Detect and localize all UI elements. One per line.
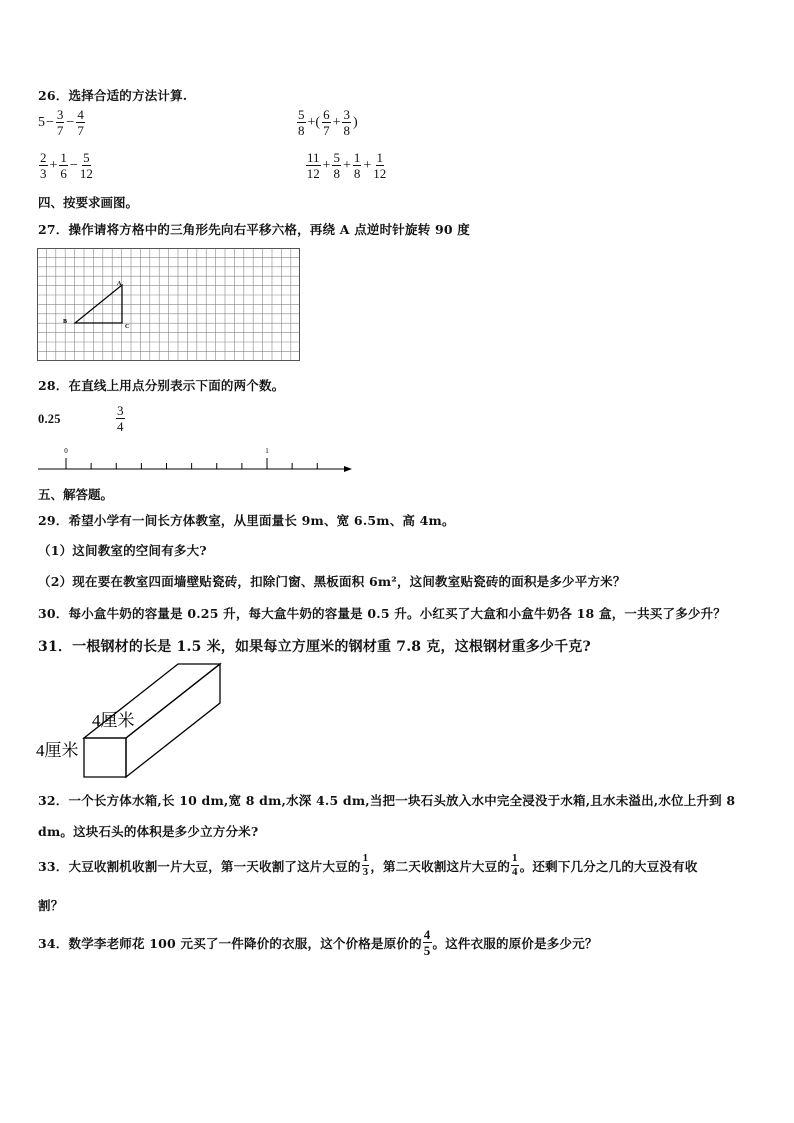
expr-operator: + (363, 157, 372, 173)
q30-title: 30．每小盒牛奶的容量是 0.25 升，每大盒牛奶的容量是 0.5 升。小红买了大盒和小盒牛奶各 18 盒，一共买了多少升？ (38, 606, 726, 621)
label-a: A (117, 281, 122, 287)
q33-line1 (38, 853, 698, 878)
fraction: $\frac{2}{3}$ (40, 150, 47, 181)
expr-operator: + (342, 157, 351, 173)
fraction: $\frac{5}{8}$ (333, 150, 340, 181)
fraction: $\frac{1}{4}$ (512, 852, 518, 878)
fraction: $\frac{1}{8}$ (353, 150, 361, 181)
fraction: $\frac{3}{4}$ (117, 403, 124, 434)
q27-grid-figure (37, 248, 300, 361)
q34-line (38, 928, 598, 957)
q33-text-part1: 33．大豆收割机收割一片大豆，第一天收割了这片大豆的 (38, 858, 361, 874)
q33-text-part2: ，第二天收割这片大豆的 (370, 858, 511, 874)
expr-operator: − (69, 157, 78, 173)
expr-operator: − (46, 114, 54, 130)
fraction: $\frac{1}{3}$ (362, 852, 369, 878)
arrow-head (344, 466, 352, 472)
q26-title: 26．选择合适的方法计算. (38, 88, 188, 103)
q28-number-line (36, 444, 354, 476)
q29-sub1: （1）这间教室的空间有多大? (38, 543, 207, 558)
q26-expression-1 (38, 108, 86, 137)
expr-term: 5 (38, 114, 45, 130)
section-heading-4: 四、按要求画图。 (38, 195, 139, 210)
q33-line2: 割？ (38, 898, 64, 913)
q31-cuboid-figure (34, 660, 334, 782)
fraction: $\frac{4}{5}$ (423, 927, 431, 958)
tick-label-0: 0 (64, 447, 68, 455)
fraction: $\frac{3}{7}$ (56, 107, 64, 138)
q29-sub2: （2）现在要在教室四面墙壁贴瓷砖，扣除门窗、黑板面积 6m²，这间教室贴瓷砖的面积是多少平方米？ (38, 574, 626, 589)
triangle-abc (75, 285, 122, 323)
fraction: $\frac{6}{7}$ (323, 107, 330, 138)
q26-expression-3 (38, 151, 94, 180)
label-c: C (125, 324, 130, 330)
fraction: $\frac{1}{12}$ (373, 150, 387, 181)
fraction: $\frac{1}{6}$ (60, 150, 67, 181)
fraction: $\frac{4}{7}$ (77, 107, 84, 138)
q34-text-part1: 34．数学李老师花 100 元买了一件降价的衣服，这个价格是原价的 (38, 935, 422, 951)
q26-expression-2 (296, 108, 359, 137)
fraction: $\frac{5}{12}$ (79, 150, 93, 181)
q32-line2: dm。这块石头的体积是多少立方分米? (38, 824, 259, 839)
number-line-ticks (66, 458, 317, 469)
q34-text-part2: 。这件衣服的原价是多少元？ (432, 935, 598, 951)
fraction: $\frac{11}{12}$ (306, 150, 320, 181)
expr-operator: + (49, 157, 58, 173)
label-side-dimension: 4厘米 (36, 741, 79, 760)
grid-lines (37, 248, 299, 360)
q31-title: 31．一根钢材的长是 1.5 米，如果每立方厘米的钢材重 7.8 克，这根钢材重多少千克? (38, 639, 591, 655)
expr-operator: ) (352, 114, 358, 130)
q32-line1: 32．一个长方体水箱,长 10 dm,宽 8 dm,水深 4.5 dm,当把一块石头放入水中完全浸没于水箱,且水未溢出,水位上升到 8 (38, 793, 736, 808)
q28-title: 28．在直线上用点分别表示下面的两个数。 (38, 378, 285, 393)
q28-value-fraction (115, 404, 126, 433)
q29-title: 29．希望小学有一间长方体教室，从里面量长 9m、宽 6.5m、高 4m。 (38, 513, 455, 528)
expr-operator: + (322, 157, 331, 173)
q27-title: 27．操作请将方格中的三角形先向右平移六格，再绕 A 点逆时针旋转 90 度 (38, 222, 470, 237)
label-b: B (63, 319, 68, 325)
expr-operator: − (66, 114, 75, 130)
expr-operator: +( (307, 114, 321, 130)
tick-label-1: 1 (265, 447, 269, 455)
q26-expression-4 (305, 151, 387, 180)
fraction: $\frac{5}{8}$ (298, 107, 305, 138)
label-top-dimension: 4厘米 (92, 711, 135, 730)
section-heading-5: 五、解答题。 (38, 487, 114, 502)
expr-operator: + (332, 114, 341, 130)
q33-text-part3: 。还剩下几分之几的大豆没有收 (519, 858, 698, 874)
q28-value-decimal: 0.25 (38, 412, 61, 426)
fraction: $\frac{3}{8}$ (343, 107, 350, 138)
